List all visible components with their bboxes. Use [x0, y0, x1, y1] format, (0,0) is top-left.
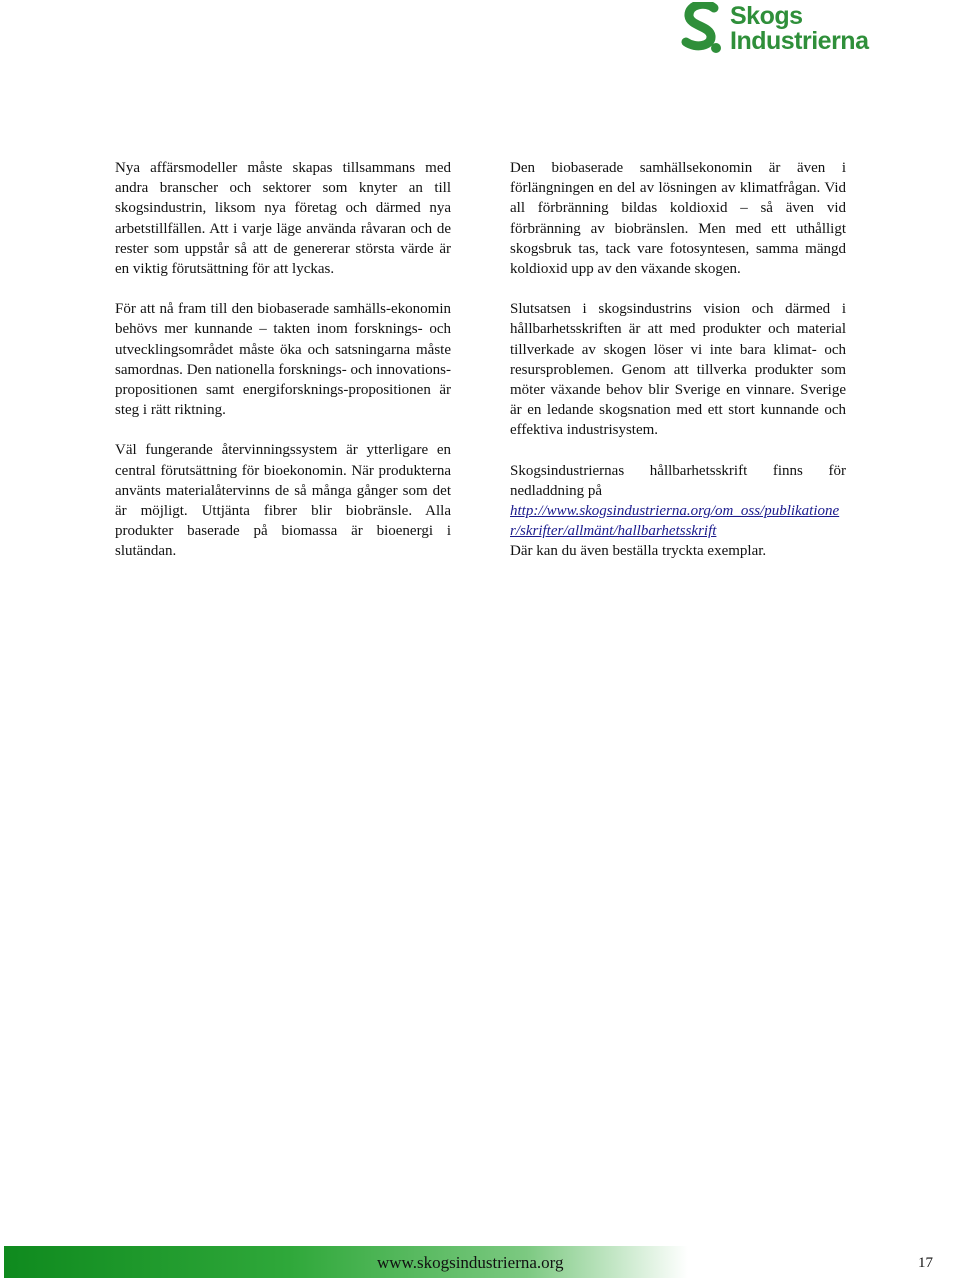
left-paragraph-1: Nya affärsmodeller måste skapas tillsammans med andra branscher och sektorer som knyter an till skogsindustrin, liksom nya företag och därmed nya arbetstillfällen. Att i varje läge använda råvaran och de rester som uppstår så att de genererar största värde är en viktig förutsättning för att lyckas. — [115, 160, 451, 278]
footer-website-url[interactable]: www.skogsindustrierna.org — [377, 1253, 564, 1272]
logo-line-skogs: Skogs — [730, 2, 803, 30]
logo-wordmark — [730, 4, 868, 54]
page-number: 17 — [918, 1255, 933, 1271]
order-print-text: Där kan du även beställa tryckta exemplar. — [510, 543, 767, 560]
skogsindustrierna-logo — [680, 2, 880, 56]
logo-line-industrierna: Industrierna — [730, 27, 869, 55]
right-paragraph-2: Slutsatsen i skogsindustrins vision och därmed i hållbarhetsskriften är att med produkter och material tillverkade av skogen löser vi inte bara klimat- och resursproblemen. Genom att tillverka produkter som möter växande behov blir Sverige en vinnare. Sverige är en ledande skogsnation med ett stort kunnande och effektiva industrisystem. — [510, 301, 846, 439]
right-paragraph-1: Den biobaserade samhällsekonomin är även i förlängningen en del av lösningen av klimatfrågan. Vid all förbränning bildas koldioxid – så även vid förbränning av biobränslen. Men med ett uthålligt skogsbruk tas, tack vare fotosyntesen, samma mängd koldioxid upp av den växande skogen. — [510, 160, 846, 278]
download-intro-text: Skogsindustriernas hållbarhetsskrift finns för nedladdning på — [510, 462, 846, 499]
right-column — [510, 158, 846, 582]
logo-s-mark-icon — [680, 2, 726, 56]
left-paragraph-3: Väl fungerande återvinningssystem är ytterligare en central förutsättning för bioekonomin. När produkterna använts materialåtervinns de så många gånger som det är möjligt. Uttjänta fibrer blir biobränsle. Alla produkter baserade på biomassa är bioenergi i slutändan. — [115, 442, 451, 560]
publication-link[interactable]: http://www.skogsindustrierna.org/om_oss/publikationer/skrifter/allmänt/hallbarhetsskrift — [510, 503, 840, 540]
left-column — [115, 158, 451, 582]
right-paragraph-3 — [510, 461, 846, 562]
left-paragraph-2: För att nå fram till den biobaserade samhälls-ekonomin behövs mer kunnande – takten inom forsknings- och utvecklingsområdet måste öka och satsningarna måste samordnas. Den nationella forsknings- och innovations-propositionen samt energiforsknings-propositionen är steg i rätt riktning. — [115, 301, 451, 419]
